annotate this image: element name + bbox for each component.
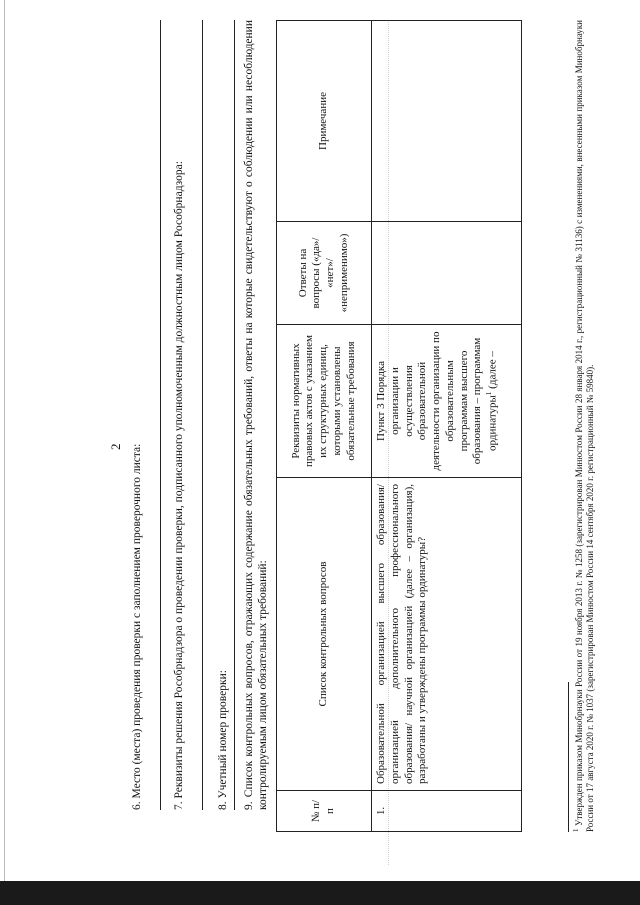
item-7-fill-line	[202, 20, 203, 810]
header-num: № п/п	[277, 791, 372, 832]
row-requisite-text: Пункт 3 Порядка организации и осуществления образовательной деятельности организации по образовательным программам высшего образования – программам ординатуры	[375, 331, 499, 471]
table-header-row	[277, 21, 372, 832]
header-requisites: Реквизиты нормативных правовых актов с указанием их структурных единиц, которыми установлены обязательные требования	[277, 325, 372, 478]
header-questions: Список контрольных вопросов	[277, 478, 372, 791]
item-9-paragraph: 9. Список контрольных вопросов, отражающих содержание обязательных требований, ответы на которые свидетельствуют о соблюдении или несоблюдении контролируемым лицом обязательных требований:	[243, 20, 270, 810]
header-answers: Ответы на вопросы («да»/ «нет»/ «неприменимо»)	[277, 222, 372, 325]
row-requisite	[372, 325, 522, 478]
checklist-table	[276, 20, 522, 832]
table-row	[372, 21, 522, 832]
scan-bottom-band	[0, 881, 640, 905]
document-page	[20, 20, 620, 870]
item-7-label: 7. Реквизиты решения Рособрнадзора о проведении проверки, подписанного уполномоченным должностным лицом Рособрнадзора:	[173, 161, 185, 810]
row-answer-cell[interactable]	[372, 222, 522, 325]
item-6-fill-line	[160, 20, 161, 810]
footnote-mark: 1	[572, 828, 580, 832]
footnote-divider	[568, 682, 569, 832]
row-question: Образовательной организацией высшего образования/ организацией дополнительного профессионального образования/ научной организацией (далее – организация), разработаны и утверждены программы ординатуры?	[372, 478, 522, 791]
row-requisite-footnote-mark: 1	[485, 391, 493, 396]
item-6-label: 6. Место (места) проведения проверки с заполнением проверочного листа:	[131, 443, 143, 810]
row-num: 1.	[372, 791, 522, 832]
item-8-label: 8. Учетный номер проверки:	[217, 670, 229, 810]
footnote-text: Утвержден приказом Минобрнауки России от 19 ноября 2013 г. № 1258 (зарегистрирован Минюстом России 28 января 2014 г., регистрационный № 31136) с изменениями, внесенными приказом Минобрнауки России от 17 августа 2020 г. № 1037 (зарегистрирован Минюстом России 14 сентября 2020 г. регистрационный № 59840).	[574, 20, 596, 832]
footnote	[572, 20, 597, 832]
row-requisite-tail: (далее –	[486, 351, 499, 392]
header-note: Примечание	[277, 21, 372, 222]
item-8-fill-line	[234, 20, 235, 810]
row-note-cell[interactable]	[372, 21, 522, 222]
scan-left-edge	[4, 0, 5, 905]
page-number: 2	[108, 443, 123, 450]
